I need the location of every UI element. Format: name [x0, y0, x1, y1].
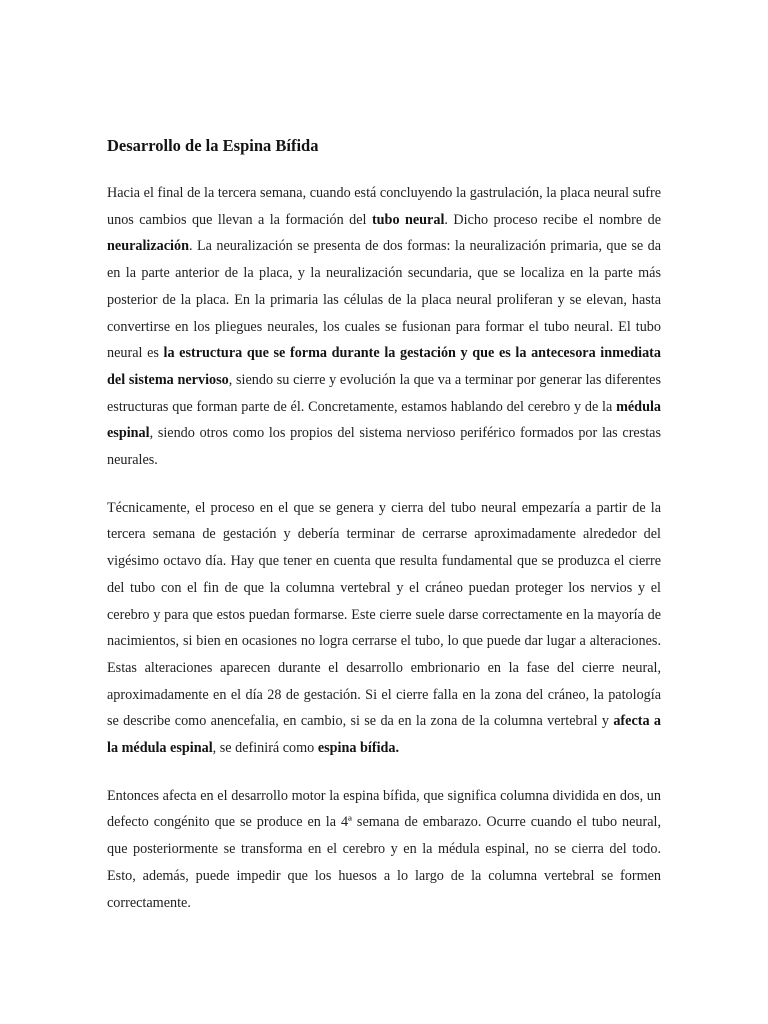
document-body	[107, 134, 661, 937]
paragraph-2-bold-segment: afecta a la médula espinal	[107, 713, 661, 757]
paragraph-2-segment: , se definirá como	[212, 740, 318, 757]
paragraph-1-segment: . La neuralización se presenta de dos formas: la neuralización primaria, que se da en la parte anterior de la placa, y la neuralización secundaria, que se localiza en la parte más posterior de la placa. En la primaria las células de la placa neural proliferan y se elevan, hasta convertirse en los pliegues neurales, los cuales se fusionan para formar el tubo neural. El tubo neural es	[107, 238, 661, 362]
paragraph-1-segment: , siendo su cierre y evolución la que va a terminar por generar las diferentes estructuras que forman parte de él. Concretamente, estamos hablando del cerebro y de la	[107, 371, 661, 415]
paragraph-3-segment: Entonces afecta en el desarrollo motor la espina bífida, que significa columna dividida en dos, un defecto congénito que se produce en la 4ª semana de embarazo. Ocurre cuando el tubo neural, que posteriormente se transforma en el cerebro y en la médula espinal, no se cierra del todo. Esto, además, puede impedir que los huesos a lo largo de la columna vertebral se formen correctamente.	[107, 787, 661, 911]
paragraph-2-segment: Técnicamente, el proceso en el que se genera y cierra del tubo neural empezaría a partir de la tercera semana de gestación y debería terminar de cerrarse aproximadamente alrededor del vigésimo octavo día. Hay que tener en cuenta que resulta fundamental que se produzca el cierre del tubo con el fin de que la columna vertebral y el cráneo puedan proteger los nervios y el cerebro y para que estos puedan formarse. Este cierre suele darse correctamente en la mayoría de nacimientos, si bien en ocasiones no logra cerrarse el tubo, lo que puede dar lugar a alteraciones. Estas alteraciones aparecen durante el desarrollo embrionario en la fase del cierre neural, aproximadamente en el día 28 de gestación. Si el cierre falla en la zona del cráneo, la patología se describe como anencefalia, en cambio, si se da en la zona de la columna vertebral y	[107, 499, 661, 730]
paragraph-1-bold-segment: la estructura que se forma durante la gestación y que es la antecesora inmediata del sistema nervioso	[107, 345, 661, 388]
paragraph-1-bold-segment: médula espinal	[107, 398, 661, 442]
paragraph-1-segment: . Dicho proceso recibe el nombre de	[444, 211, 661, 228]
paragraph-3	[107, 783, 661, 917]
document-title: Desarrollo de la Espina Bífida	[107, 136, 319, 155]
paragraph-1	[107, 180, 661, 474]
paragraph-2-bold-segment: espina bífida.	[317, 740, 400, 757]
paragraph-1-bold-segment: tubo neural	[371, 211, 445, 228]
paragraph-2	[107, 495, 661, 762]
paragraph-1-segment: Hacia el final de la tercera semana, cuando está concluyendo la gastrulación, la placa neural sufre unos cambios que llevan a la formación del	[107, 185, 661, 228]
paragraph-1-bold-segment: neuralización	[107, 238, 189, 255]
paragraph-1-segment: , siendo otros como los propios del sistema nervioso periférico formados por las crestas neurales.	[107, 425, 661, 469]
